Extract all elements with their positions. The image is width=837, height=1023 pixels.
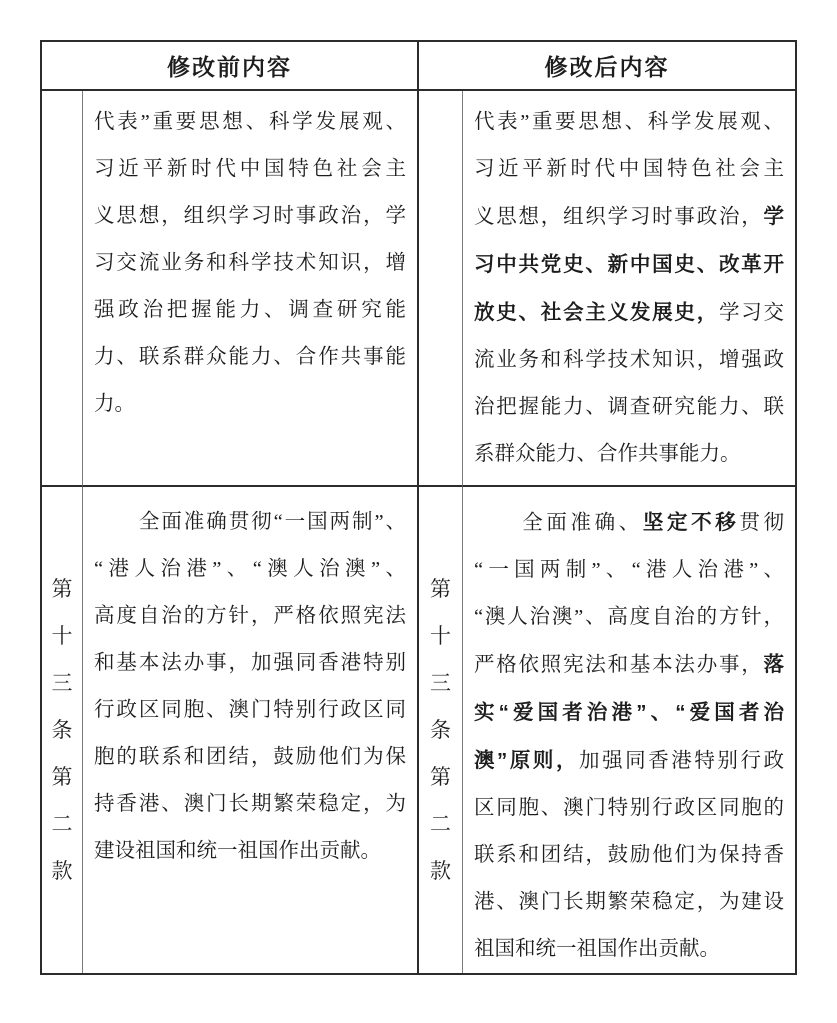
text-line: [94, 734, 406, 781]
text-run: 胞的联系和团结，鼓励他们为保: [94, 746, 406, 768]
article-label-before-row2: [42, 487, 83, 973]
text-line: [474, 431, 784, 478]
text-run: 治把握能力、调查研究能力、联: [474, 396, 784, 418]
article-label-before-row1: [42, 91, 83, 487]
revision-comparison-table: [40, 40, 797, 975]
text-line: [94, 193, 406, 240]
text-run: 习交流业务和科学技术知识，增: [94, 252, 406, 274]
text-run: “港人治港”、“澳人治澳”、: [94, 558, 406, 580]
text-run: “一国两制”、“港人治港”、: [474, 559, 784, 581]
text-line: [474, 832, 784, 879]
text-line: [94, 781, 406, 828]
text-line: [474, 99, 784, 146]
text-line: [94, 499, 406, 546]
text-run: 习近平新时代中国特色社会主: [474, 158, 784, 180]
text-run: 高度自治的方针，严格依照宪法: [94, 605, 406, 627]
text-line: [94, 99, 406, 146]
text-line: [474, 594, 784, 641]
text-run: 代表”重要思想、科学发展观、: [94, 111, 406, 133]
text-run: 学习交: [718, 302, 785, 324]
text-line: [94, 687, 406, 734]
text-line: [474, 384, 784, 431]
text-run: 强政治把握能力、调查研究能: [94, 299, 406, 321]
text-line: [94, 240, 406, 287]
after-content-row2: [463, 487, 795, 973]
emphasized-text-run: 落: [763, 653, 784, 676]
text-run: 义思想，组织学习时事政治，: [474, 206, 764, 228]
text-line: [94, 593, 406, 640]
text-run: 区同胞、澳门特别行政区同胞的: [474, 797, 784, 819]
before-content-row1: [83, 91, 419, 487]
text-run: 习近平新时代中国特色社会主: [94, 158, 406, 180]
text-run: 代表”重要思想、科学发展观、: [474, 111, 784, 133]
text-run: 建设祖国和统一祖国作出贡献。: [94, 840, 381, 862]
emphasized-text-run: 澳”原则，: [474, 749, 580, 772]
text-line: [474, 785, 784, 832]
text-line: [94, 381, 406, 428]
text-run: 系群众能力、合作共事能力。: [474, 443, 741, 465]
text-run: “澳人治澳”、高度自治的方针，: [474, 606, 784, 628]
text-run: 力。: [94, 393, 135, 415]
emphasized-text-run: 实“爱国者治港”、“爱国者治: [474, 701, 784, 724]
article-label-after-row2: [419, 487, 463, 973]
text-line: [474, 499, 784, 547]
header-before-content: 修改前内容: [42, 42, 419, 91]
text-line: [474, 193, 784, 241]
text-run: 全面准确贯彻“一国两制”、: [94, 511, 406, 533]
text-run: 义思想，组织学习时事政治，学: [94, 205, 406, 227]
text-run: 港、澳门长期繁荣稳定，为建设: [474, 891, 784, 913]
article-label-after-row1: [419, 91, 463, 487]
text-run: 加强同香港特别行政: [579, 750, 785, 772]
text-line: [94, 146, 406, 193]
text-line: [474, 289, 784, 337]
text-line: [474, 241, 784, 289]
after-content-row1: [463, 91, 795, 487]
article-label-text: 第十三条第二款: [430, 576, 451, 883]
text-line: [474, 337, 784, 384]
article-label-text: 第十三条第二款: [51, 576, 73, 883]
text-line: [474, 689, 784, 737]
text-line: [94, 334, 406, 381]
text-run: 行政区同胞、澳门特别行政区同: [94, 699, 406, 721]
text-line: [94, 640, 406, 687]
text-run: 贯彻: [739, 512, 784, 534]
text-run: 祖国和统一祖国作出贡献。: [474, 938, 720, 960]
text-line: [94, 546, 406, 593]
text-run: 力、联系群众能力、合作共事能: [94, 346, 406, 368]
emphasized-text-run: 习中共党史、新中国史、改革开: [474, 253, 784, 276]
header-after-content: 修改后内容: [419, 42, 795, 91]
text-line: [474, 737, 784, 785]
emphasized-text-run: 坚定不移: [642, 511, 740, 534]
text-line: [94, 828, 406, 875]
text-run: 流业务和科学技术知识，增强政: [474, 349, 784, 371]
text-run: 全面准确、: [474, 512, 643, 534]
text-line: [474, 146, 784, 193]
text-line: [94, 287, 406, 334]
text-run: 联系和团结，鼓励他们为保持香: [474, 844, 784, 866]
emphasized-text-run: 学: [763, 205, 784, 228]
before-content-row2: [83, 487, 419, 973]
text-run: 严格依照宪法和基本法办事，: [474, 654, 764, 676]
text-run: 持香港、澳门长期繁荣稳定，为: [94, 793, 406, 815]
text-run: 和基本法办事，加强同香港特别: [94, 652, 406, 674]
emphasized-text-run: 放史、社会主义发展史，: [474, 301, 719, 324]
text-line: [474, 547, 784, 594]
text-line: [474, 926, 784, 973]
text-line: [474, 641, 784, 689]
text-line: [474, 879, 784, 926]
